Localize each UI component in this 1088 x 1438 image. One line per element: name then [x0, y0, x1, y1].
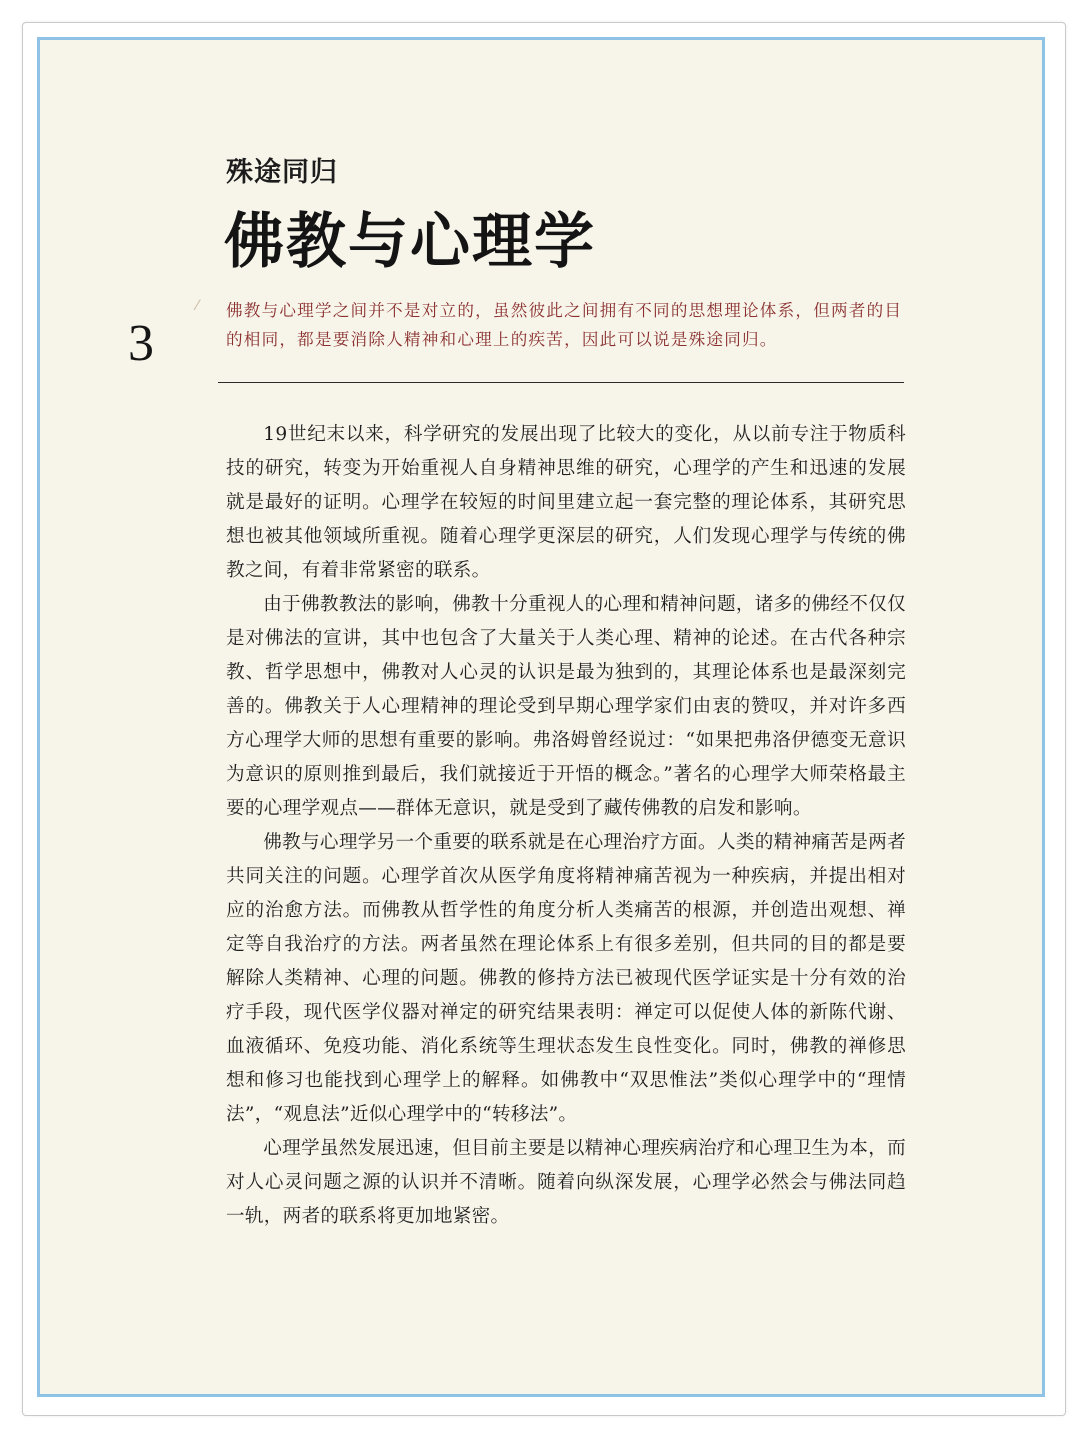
chapter-subtitle: 殊途同归	[226, 157, 338, 188]
paragraph: 佛教与心理学另一个重要的联系就是在心理治疗方面。人类的精神痛苦是两者共同关注的问题。心理学首次从医学角度将精神痛苦视为一种疾病，并提出相对应的治愈方法。而佛教从哲学性的角度分析人类痛苦的根源，并创造出观想、禅定等自我治疗的方法。两者虽然在理论体系上有很多差别，但共同的目的都是要解除人类精神、心理的问题。佛教的修持方法已被现代医学证实是十分有效的治疗手段，现代医学仪器对禅定的研究结果表明：禅定可以促使人体的新陈代谢、血液循环、免疫功能、消化系统等生理状态发生良性变化。同时，佛教的禅修思想和修习也能找到心理学上的解释。如佛教中“双思惟法”类似心理学中的“理情法”，“观息法”近似心理学中的“转移法”。	[226, 832, 906, 1125]
chapter-number: 3	[128, 315, 154, 372]
paragraph: 19世纪末以来，科学研究的发展出现了比较大的变化，从以前专注于物质科技的研究，转变为开始重视人自身精神思维的研究，心理学的产生和迅速的发展就是最好的证明。心理学在较短的时间里建立起一套完整的理论体系，其研究思想也被其他领域所重视。随着心理学更深层的研究，人们发现心理学与传统的佛教之间，有着非常紧密的联系。	[226, 424, 906, 581]
divider-line	[218, 382, 904, 383]
ornament-icon: ⁄	[196, 298, 199, 314]
chapter-intro: 佛教与心理学之间并不是对立的，虽然彼此之间拥有不同的思想理论体系，但两者的目的相同，都是要消除人精神和心理上的疾苦，因此可以说是殊途同归。	[226, 301, 903, 349]
body-text	[226, 418, 906, 1234]
paragraph: 由于佛教教法的影响，佛教十分重视人的心理和精神问题，诸多的佛经不仅仅是对佛法的宣讲，其中也包含了大量关于人类心理、精神的论述。在古代各种宗教、哲学思想中，佛教对人心灵的认识是最为独到的，其理论体系也是最深刻完善的。佛教关于人心理精神的理论受到早期心理学家们由衷的赞叹，并对许多西方心理学大师的思想有重要的影响。弗洛姆曾经说过：“如果把弗洛伊德变无意识为意识的原则推到最后，我们就接近于开悟的概念。”著名的心理学大师荣格最主要的心理学观点——群体无意识，就是受到了藏传佛教的启发和影响。	[226, 594, 906, 819]
chapter-title: 佛教与心理学	[224, 207, 596, 277]
paragraph: 心理学虽然发展迅速，但目前主要是以精神心理疾病治疗和心理卫生为本，而对人心灵问题之源的认识并不清晰。随着向纵深发展，心理学必然会与佛法同趋一轨，两者的联系将更加地紧密。	[226, 1138, 906, 1227]
